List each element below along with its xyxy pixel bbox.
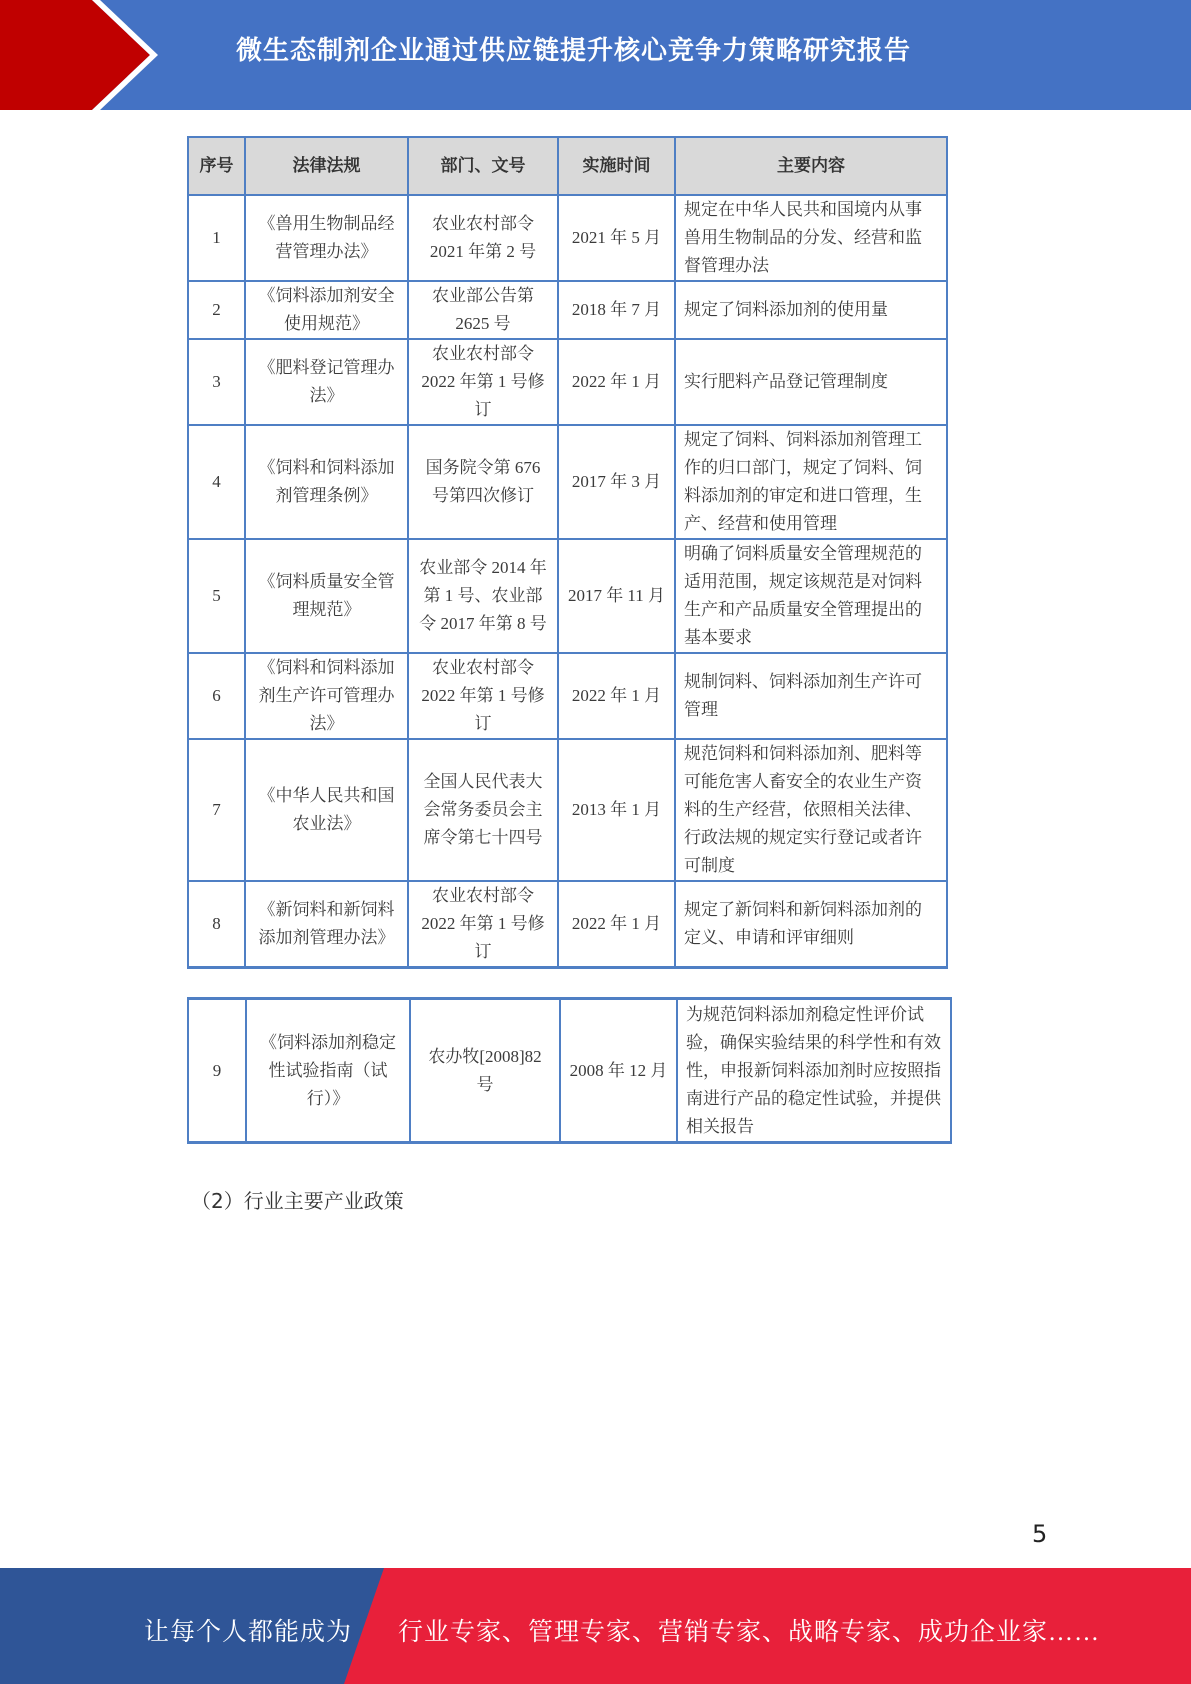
column-header-content: 主要内容 <box>675 137 947 195</box>
department-doc: 农业农村部令 2022 年第 1 号修订 <box>408 339 558 425</box>
row-number: 1 <box>188 195 245 281</box>
law-name: 《饲料和饲料添加剂管理条例》 <box>245 425 408 539</box>
regulations-table-continued <box>187 997 952 1144</box>
footer-slogan-right: 行业专家、管理专家、营销专家、战略专家、成功企业家…… <box>398 1619 1101 1646</box>
chevron-decoration-icon <box>0 0 160 110</box>
table-row <box>188 281 947 339</box>
department-doc: 国务院令第 676 号第四次修订 <box>408 425 558 539</box>
effective-date: 2017 年 11 月 <box>558 539 675 653</box>
table-row <box>188 881 947 968</box>
table-header-row <box>188 137 947 195</box>
main-content: 明确了饲料质量安全管理规范的适用范围，规定该规范是对饲料生产和产品质量安全管理提出的基本要求 <box>675 539 947 653</box>
effective-date: 2013 年 1 月 <box>558 739 675 881</box>
law-name: 《饲料和饲料添加剂生产许可管理办法》 <box>245 653 408 739</box>
law-name: 《新饲料和新饲料添加剂管理办法》 <box>245 881 408 968</box>
effective-date: 2008 年 12 月 <box>560 999 677 1143</box>
table-row <box>188 739 947 881</box>
main-content: 规定了饲料、饲料添加剂管理工作的归口部门，规定了饲料、饲料添加剂的审定和进口管理，生产、经营和使用管理 <box>675 425 947 539</box>
effective-date: 2017 年 3 月 <box>558 425 675 539</box>
page-number: 5 <box>1032 1520 1048 1548</box>
page-header <box>0 0 1191 110</box>
row-number: 4 <box>188 425 245 539</box>
row-number: 3 <box>188 339 245 425</box>
table-row <box>188 653 947 739</box>
footer-slogan-left: 让每个人都能成为 <box>144 1619 353 1646</box>
table-row <box>188 425 947 539</box>
effective-date: 2022 年 1 月 <box>558 653 675 739</box>
main-content: 实行肥料产品登记管理制度 <box>675 339 947 425</box>
page-footer <box>0 1568 1191 1684</box>
law-name: 《饲料添加剂安全使用规范》 <box>245 281 408 339</box>
effective-date: 2021 年 5 月 <box>558 195 675 281</box>
department-doc: 农业农村部令 2021 年第 2 号 <box>408 195 558 281</box>
effective-date: 2022 年 1 月 <box>558 339 675 425</box>
section-heading: （2）行业主要产业政策 <box>191 1189 404 1213</box>
table-row <box>188 539 947 653</box>
table-row <box>188 339 947 425</box>
row-number: 2 <box>188 281 245 339</box>
department-doc: 农业农村部令 2022 年第 1 号修订 <box>408 881 558 968</box>
row-number: 6 <box>188 653 245 739</box>
department-doc: 农业部公告第 2625 号 <box>408 281 558 339</box>
law-name: 《中华人民共和国农业法》 <box>245 739 408 881</box>
law-name: 《饲料质量安全管理规范》 <box>245 539 408 653</box>
main-content: 规定了饲料添加剂的使用量 <box>675 281 947 339</box>
regulations-table <box>187 136 948 969</box>
column-header-date: 实施时间 <box>558 137 675 195</box>
column-header-dept: 部门、文号 <box>408 137 558 195</box>
row-number: 7 <box>188 739 245 881</box>
main-content: 为规范饲料添加剂稳定性评价试验，确保实验结果的科学性和有效性，申报新饲料添加剂时应按照指南进行产品的稳定性试验，并提供相关报告 <box>677 999 951 1143</box>
main-content: 规定了新饲料和新饲料添加剂的定义、申请和评审细则 <box>675 881 947 968</box>
department-doc: 农业部令 2014 年第 1 号、农业部令 2017 年第 8 号 <box>408 539 558 653</box>
effective-date: 2022 年 1 月 <box>558 881 675 968</box>
table-row <box>188 195 947 281</box>
department-doc: 农办牧[2008]82 号 <box>410 999 560 1143</box>
law-name: 《兽用生物制品经营管理办法》 <box>245 195 408 281</box>
main-content: 规制饲料、饲料添加剂生产许可管理 <box>675 653 947 739</box>
table-row <box>188 999 951 1143</box>
effective-date: 2018 年 7 月 <box>558 281 675 339</box>
row-number: 9 <box>188 999 246 1143</box>
main-content: 规定在中华人民共和国境内从事兽用生物制品的分发、经营和监督管理办法 <box>675 195 947 281</box>
row-number: 5 <box>188 539 245 653</box>
law-name: 《饲料添加剂稳定性试验指南（试行）》 <box>246 999 410 1143</box>
row-number: 8 <box>188 881 245 968</box>
main-content: 规范饲料和饲料添加剂、肥料等可能危害人畜安全的农业生产资料的生产经营，依照相关法律、行政法规的规定实行登记或者许可制度 <box>675 739 947 881</box>
department-doc: 全国人民代表大会常务委员会主席令第七十四号 <box>408 739 558 881</box>
department-doc: 农业农村部令 2022 年第 1 号修订 <box>408 653 558 739</box>
report-title: 微生态制剂企业通过供应链提升核心竞争力策略研究报告 <box>236 36 912 66</box>
column-header-no: 序号 <box>188 137 245 195</box>
column-header-law: 法律法规 <box>245 137 408 195</box>
law-name: 《肥料登记管理办法》 <box>245 339 408 425</box>
